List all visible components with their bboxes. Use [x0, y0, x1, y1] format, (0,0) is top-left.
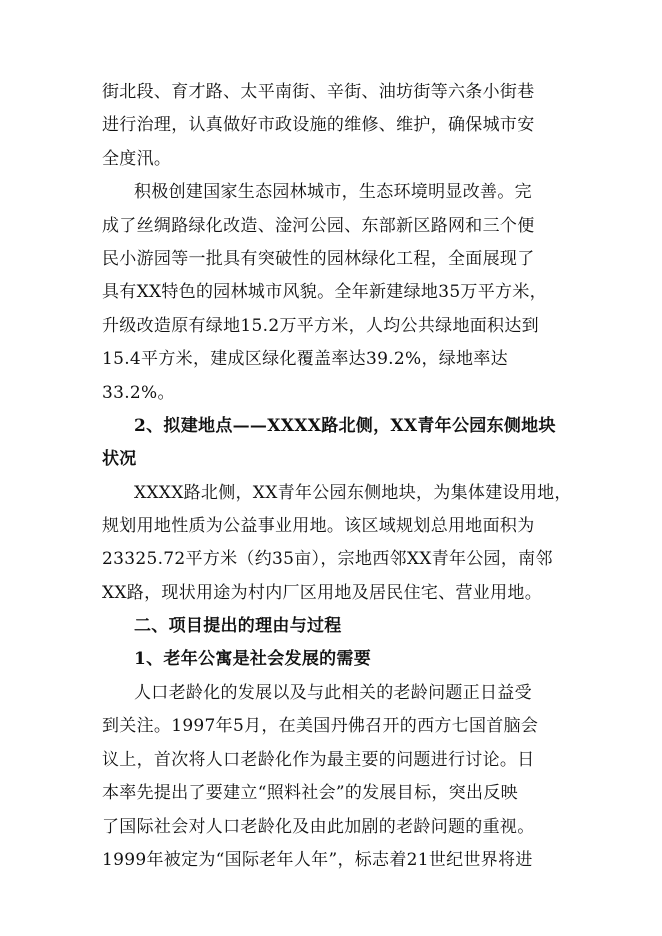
text-line: 规划用地性质为公益事业用地。该区域规划总用地面积为: [102, 516, 535, 536]
section-heading: 二、项目提出的理由与过程: [134, 616, 342, 636]
paragraph-first-line: 人口老龄化的发展以及与此相关的老龄问题正日益受: [134, 683, 532, 703]
text-line: 33.2%。: [102, 383, 175, 403]
subsection-heading: 1、老年公寓是社会发展的需要: [134, 649, 372, 669]
text-line: 具有XX特色的园林城市风貌。全年新建绿地35万平方米，: [102, 282, 547, 302]
paragraph-first-line: XXXX路北侧，XX青年公园东侧地块，为集体建设用地，: [134, 483, 572, 503]
text-line: 了国际社会对人口老龄化及由此加剧的老龄问题的重视。: [102, 817, 535, 837]
subsection-heading: 2、拟建地点——XXXX路北侧，XX青年公园东侧地块: [134, 416, 556, 436]
text-line: 街北段、育才路、太平南街、辛街、油坊街等六条小街巷: [102, 82, 535, 102]
subsection-heading-continued: 状况: [102, 449, 137, 469]
text-line: 本率先提出了要建立“照料社会”的发展目标，突出反映: [102, 783, 518, 803]
text-line: 1999年被定为“国际老年人年”，标志着21世纪世界将进: [102, 850, 533, 870]
text-line: 15.4平方米，建成区绿化覆盖率达39.2%，绿地率达: [102, 349, 508, 369]
paragraph-first-line: 积极创建国家生态园林城市，生态环境明显改善。完: [134, 182, 532, 202]
text-line: 升级改造原有绿地15.2万平方米，人均公共绿地面积达到: [102, 316, 539, 336]
text-line: 民小游园等一批具有突破性的园林绿化工程，全面展现了: [102, 249, 535, 269]
text-line: 全度汛。: [102, 149, 172, 169]
text-line: 议上，首次将人口老龄化作为最主要的问题进行讨论。日: [102, 750, 535, 770]
text-line: 进行治理，认真做好市政设施的维修、维护，确保城市安: [102, 115, 535, 135]
text-line: 23325.72平方米（约35亩），宗地西邻XX青年公园，南邻: [102, 549, 553, 569]
text-line: XX路，现状用途为村内厂区用地及居民住宅、营业用地。: [102, 583, 543, 603]
text-line: 成了丝绸路绿化改造、淦河公园、东部新区路网和三个便: [102, 216, 535, 236]
text-line: 到关注。1997年5月，在美国丹佛召开的西方七国首脑会: [102, 716, 539, 736]
